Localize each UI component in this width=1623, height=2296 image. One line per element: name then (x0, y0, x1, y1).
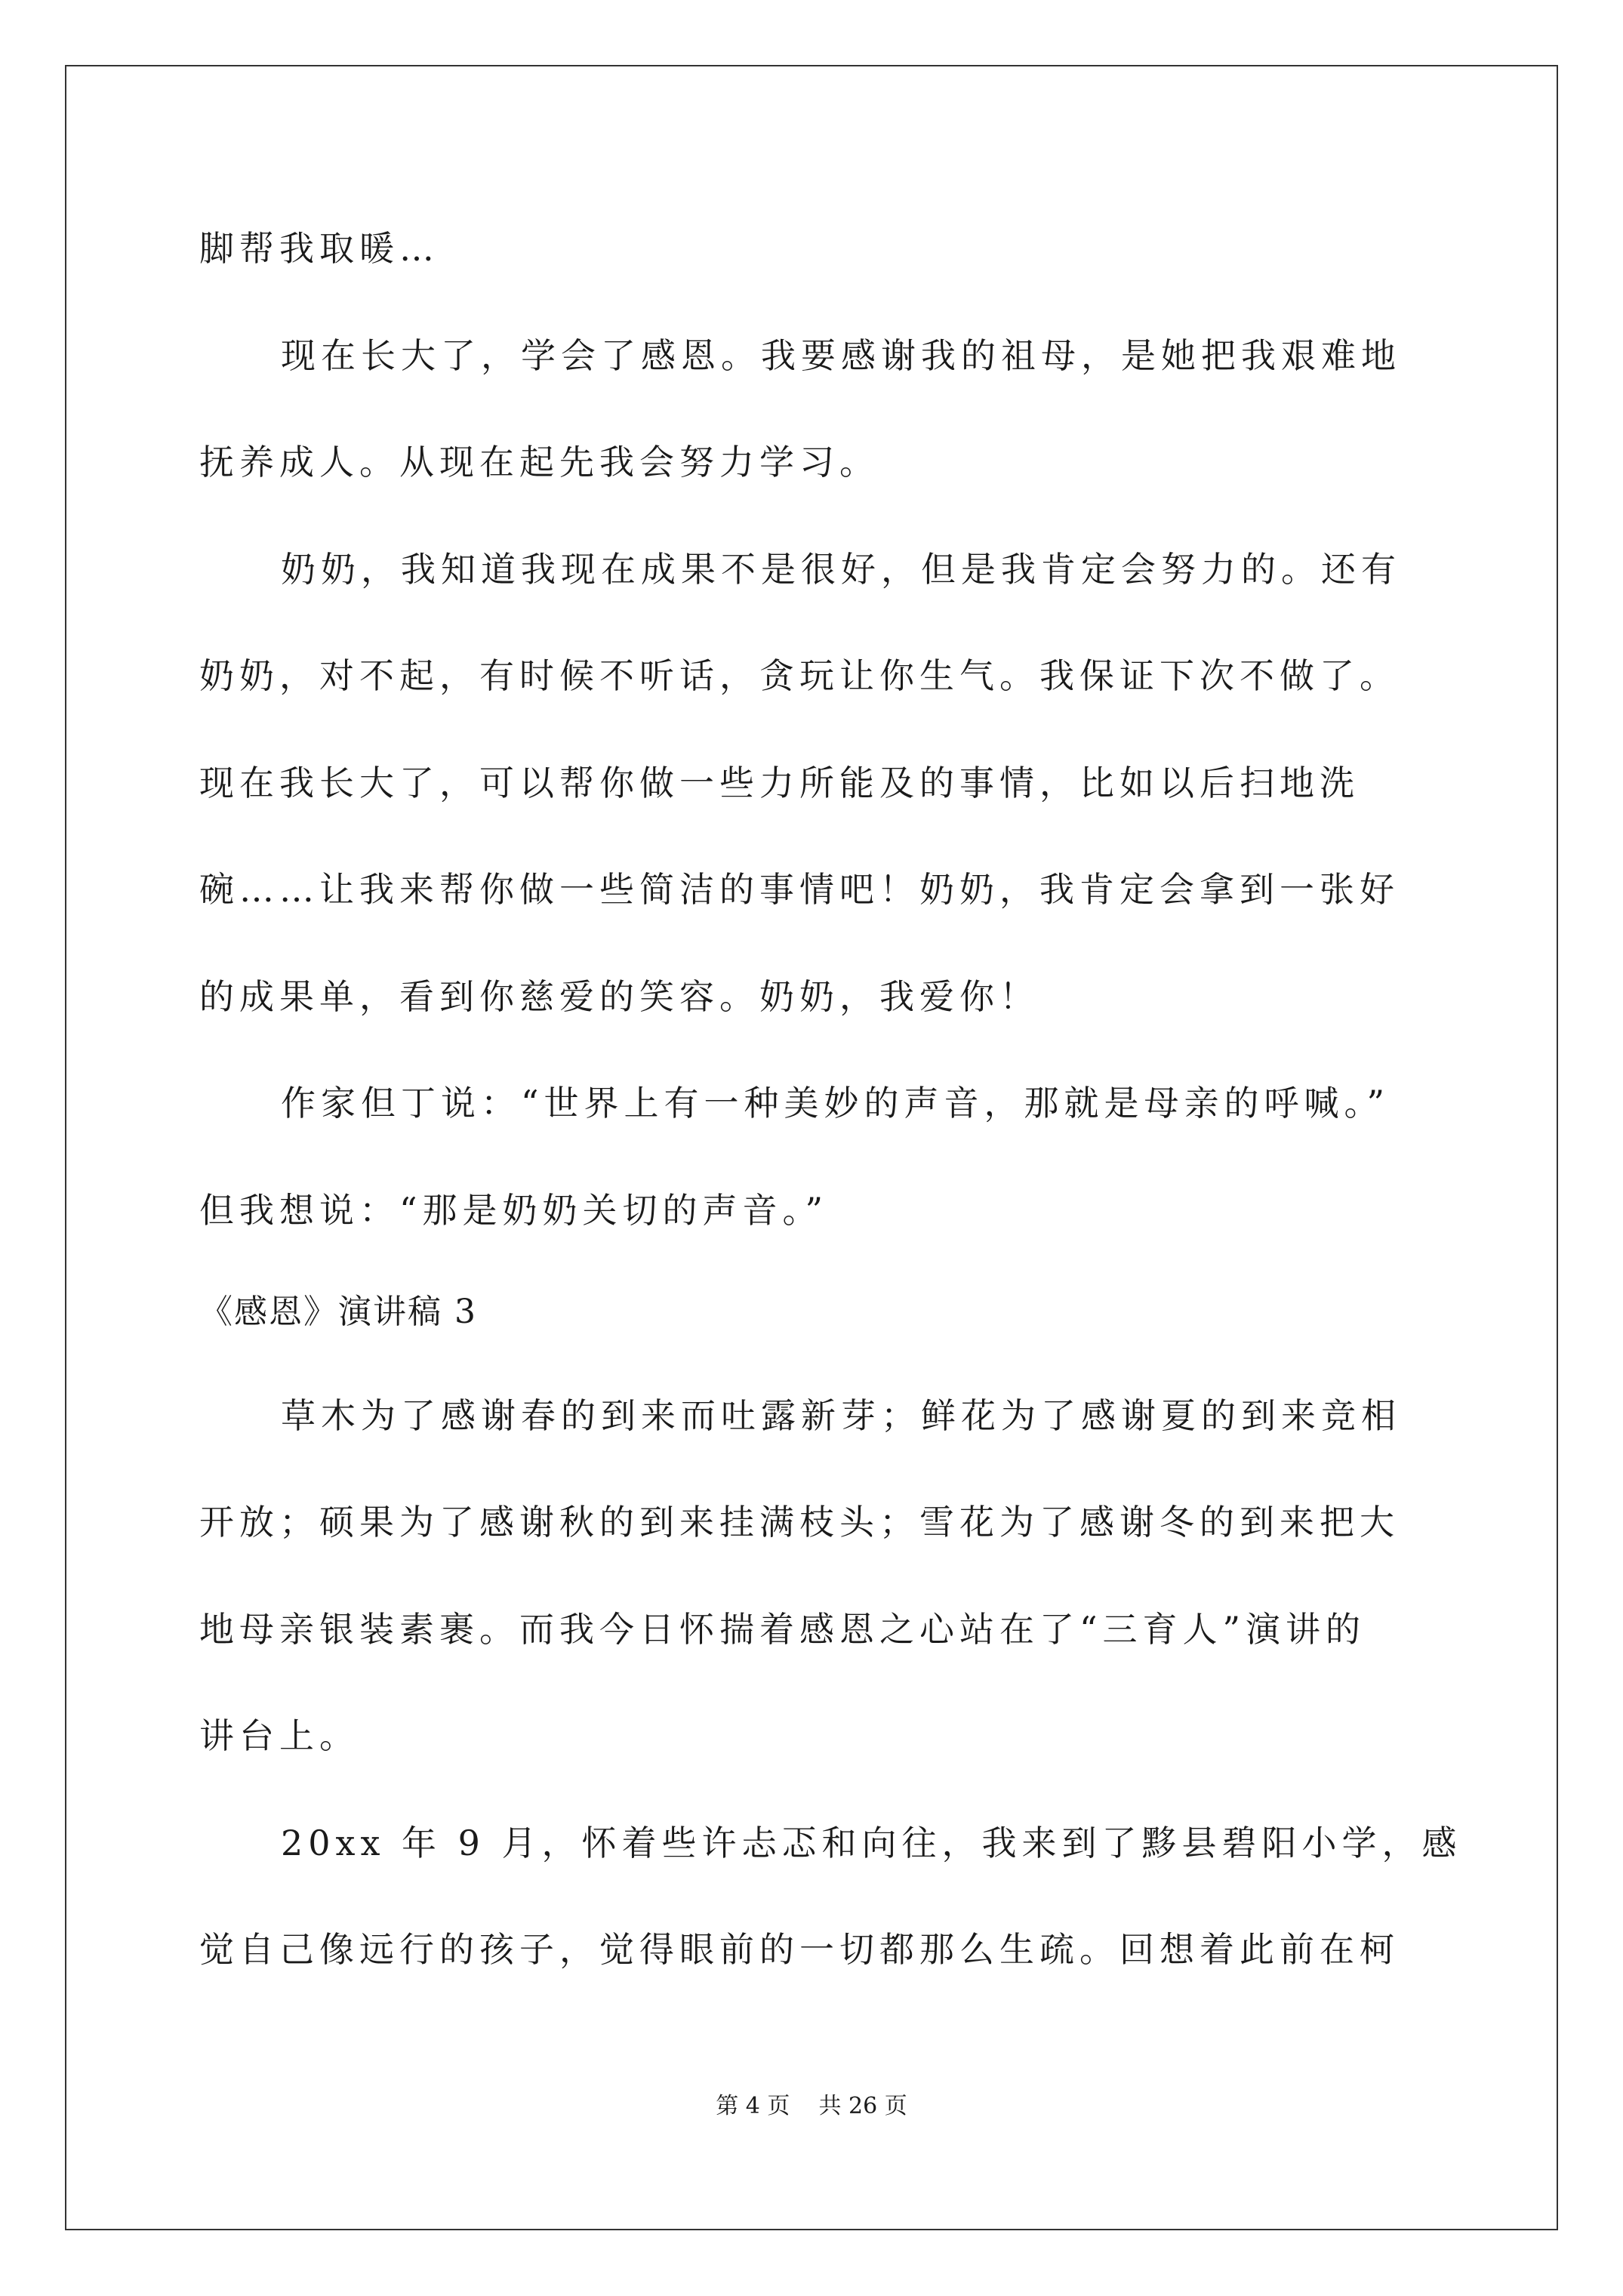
page-number-footer: 第 4 页 共 26 页 (716, 2093, 907, 2119)
page-border (65, 65, 1558, 2230)
section-heading: 《感恩》演讲稿 3 (199, 1293, 477, 1331)
text-line-3: 抚养成人。从现在起先我会努力学习。 (199, 442, 879, 482)
text-line-8: 的成果单，看到你慈爱的笑容。奶奶，我爱你！ (199, 976, 1039, 1017)
text-line-16: 20xx 年 9 月，怀着些许忐忑和向往，我来到了黟县碧阳小学，感 (281, 1823, 1462, 1863)
text-line-14: 地母亲银装素裹。而我今日怀揣着感恩之心站在了“三育人”演讲的 (199, 1609, 1366, 1650)
text-line-10: 但我想说：“那是奶奶关切的声音。” (199, 1190, 829, 1231)
text-line-13: 开放；硕果为了感谢秋的到来挂满枝头；雪花为了感谢冬的到来把大 (199, 1502, 1400, 1542)
text-line-6: 现在我长大了，可以帮你做一些力所能及的事情，比如以后扫地洗 (199, 763, 1360, 803)
text-line-1: 脚帮我取暖… (199, 228, 439, 269)
text-line-9: 作家但丁说：“世界上有一种美妙的声音，那就是母亲的呼喊。” (281, 1083, 1390, 1123)
text-line-17: 觉自己像远行的孩子，觉得眼前的一切都那么生疏。回想着此前在柯 (199, 1929, 1400, 1970)
text-line-12: 草木为了感谢春的到来而吐露新芽；鲜花为了感谢夏的到来竞相 (281, 1395, 1401, 1436)
text-line-4: 奶奶，我知道我现在成果不是很好，但是我肯定会努力的。还有 (281, 549, 1401, 590)
text-line-2: 现在长大了，学会了感恩。我要感谢我的祖母，是她把我艰难地 (281, 335, 1401, 376)
text-line-5: 奶奶，对不起，有时候不听话，贪玩让你生气。我保证下次不做了。 (199, 655, 1400, 696)
text-line-15: 讲台上。 (199, 1715, 359, 1756)
text-line-7: 碗……让我来帮你做一些简洁的事情吧！奶奶，我肯定会拿到一张好 (199, 869, 1400, 910)
